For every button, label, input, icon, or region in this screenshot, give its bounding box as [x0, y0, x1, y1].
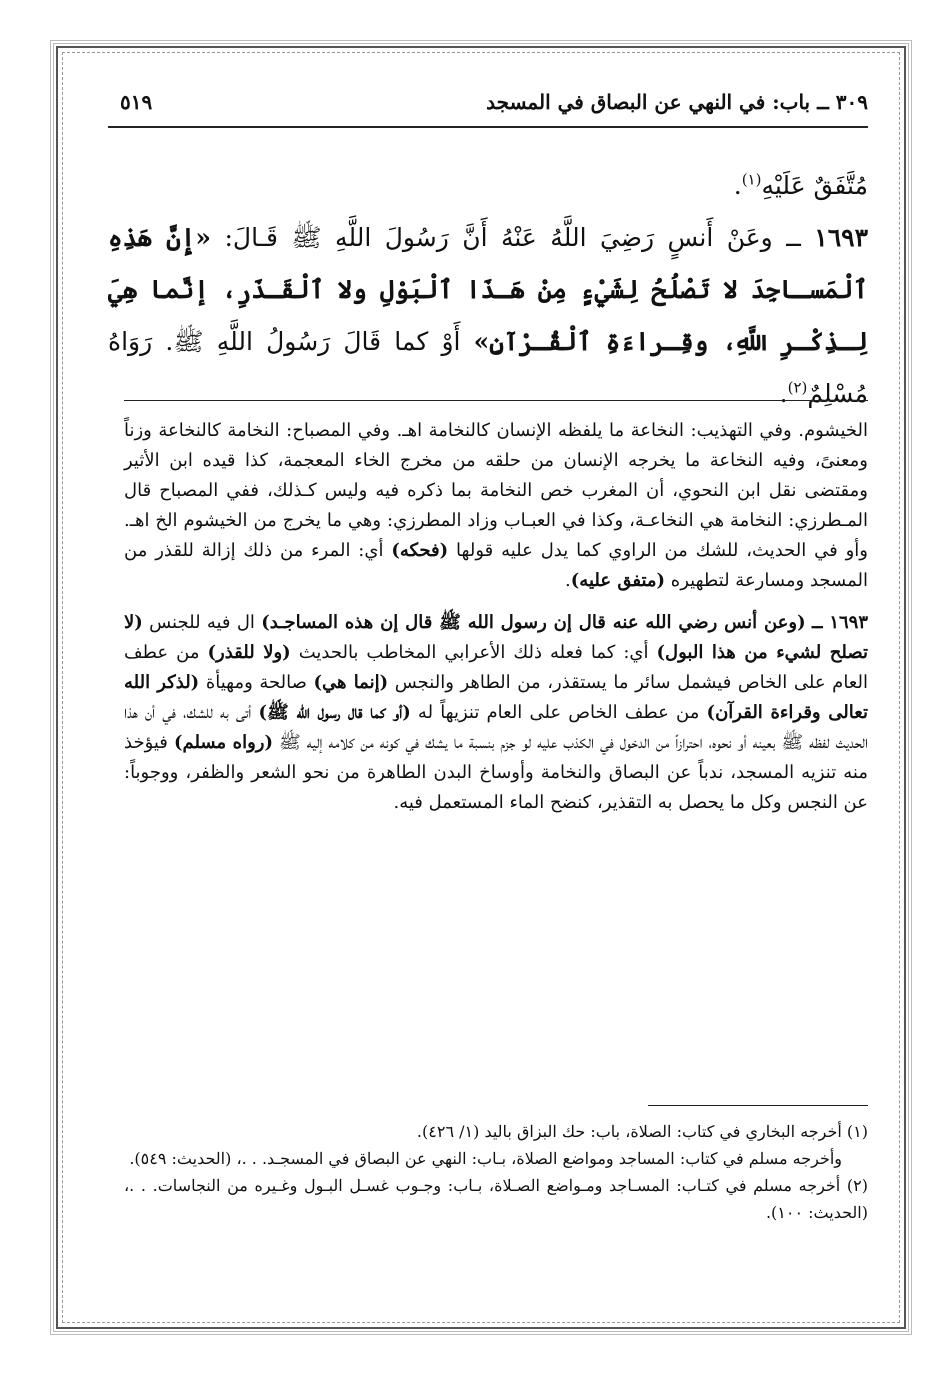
hadith-end: أَوْ كما قَالَ رَسُولُ اللَّهِ ﷺ. رَوَاهُ مُسْلِمٌ	[108, 327, 868, 408]
hadith-end-dot: .	[779, 379, 788, 408]
commentary-bold: (أو كما قال رسول الله ﷺ)	[258, 702, 411, 723]
commentary-bold: (لذكر الله تعالى وقراءة القرآن)	[124, 672, 868, 723]
footnote-ref-1: (١)	[741, 170, 762, 189]
hadith-paragraph	[108, 212, 868, 420]
commentary-bold: (إنما هي)	[313, 672, 389, 693]
commentary-bold: (لا تصلح لشيء من هذا البول)	[124, 612, 868, 663]
commentary-separator	[124, 400, 868, 401]
commentary-bold: (ولا للقذر)	[207, 642, 291, 663]
hadith-number: ١٦٩٣	[814, 223, 868, 252]
agreed-upon-text: مُتَّفَقٌ عَلَيْهِ	[761, 171, 868, 200]
page-number: ٥١٩	[120, 90, 153, 114]
main-line-1	[108, 160, 868, 212]
running-header	[108, 86, 868, 128]
line-end: .	[733, 171, 742, 200]
commentary-text: من عطف الخاص على العام تنزيهاً له	[417, 702, 700, 723]
commentary-text: صالحة ومهيأة	[205, 672, 307, 693]
footnotes-block	[124, 1118, 868, 1226]
commentary-bold: (فحكه)	[391, 540, 449, 561]
commentary-block	[124, 416, 868, 830]
commentary-paragraph-1	[124, 416, 868, 596]
hadith-quote: «إِنَّ هَذِهِ ٱلْمَسـاجِدَ لا تَصْلُحُ لِشَيْءٍ مِنْ هَـذَا ٱلْبَوْلِ ولا ٱلْقَـذَرِ، إنَّما هِيَ لِـذِكْـرِ اللَّهِ، وقِـراءَةِ ٱلْقُـرْآنِ»	[108, 223, 868, 356]
commentary-text: فيؤخذ منه تنزيه المسجد، ندباً عن البصاق والنخامة وأوساخ البدن الطاهرة من نحو الشعر والظفر، ووجوباً: عن النجس وكل ما يحصل به التقذير، كنضح الماء المستعمل فيه.	[124, 732, 868, 813]
commentary-paragraph-2	[124, 608, 868, 818]
commentary-text: .	[565, 570, 571, 591]
chapter-title: ٣٠٩ ــ باب: في النهي عن البصاق في المسجد	[486, 90, 868, 114]
hadith-main-text	[108, 160, 868, 420]
commentary-text: ال فيه للجنس	[149, 612, 255, 633]
footnote-separator	[648, 1105, 868, 1106]
commentary-text: أتى به للشك، في أن هذا الحديث لفظه ﷺ بعينه أو نحوه، احترازاً من الدخول في الكذب عليه لو جزم بنسبة ما يشك في كونه من كلامه إليه ﷺ	[124, 702, 868, 753]
commentary-hadith-number: ١٦٩٣ ــ	[811, 612, 868, 633]
footnote-1-continued: وأخرجه مسلم في كتاب: المساجد ومواضع الصلاة، بـاب: النهي عن البصاق في المسجـد. . .، (الحديث: ٥٤٩).	[129, 1149, 842, 1168]
footnote-2: (٢) أخرجه مسلم في كتـاب: المسـاجد ومـواضع الصـلاة، بـاب: وجـوب غسـل البـول وغـيره من النجاسات. . .، (الحديث: ١٠٠).	[124, 1176, 868, 1222]
hadith-intro: ــ وعَنْ أَنسٍ رَضِيَ اللَّهُ عَنْهُ أَنَّ رَسُولَ اللَّهِ ﷺ قَـالَ:	[224, 223, 801, 252]
commentary-text: أي: المرء من ذلك إزالة للقذر من المسجد ومسارعة لتطهيره	[124, 540, 868, 591]
footnote-ref-2: (٢)	[787, 378, 808, 397]
commentary-bold: (وعن أنس رضي الله عنه قال إن رسول الله ﷺ قال إن هذه المساجـد)	[261, 612, 806, 633]
commentary-text: أي: كما فعله ذلك الأعرابي المخاطب بالحديث	[298, 642, 649, 663]
commentary-bold: (متفق عليه)	[570, 570, 666, 591]
commentary-text: من عطف العام على الخاص فيشمل سائر ما يستقذر، من الطاهر والنجس	[124, 642, 868, 693]
footnote-1: (١) أخرجه البخاري في كتاب: الصلاة، باب: حك البزاق باليد (١/ ٤٢٦).	[416, 1122, 868, 1141]
commentary-text: الخيشوم. وفي التهذيب: النخاعة ما يلفظه الإنسان كالنخامة اهـ. وفي المصباح: النخامة كالنخاعة وزناً ومعنىً، وفيه النخاعة ما يخرجه الإنسان من حلقه من مخرج الخاء المعجمة، كذا قيده ابن الأثير ومقتضى نقل ابن النحوي، أن المغرب خص النخامة بما ذكره فيه وليس كـذلك، ففي المصباح قال المـطرزي: النخامة هي النخاعـة، وكذا في العبـاب وزاد المطرزي: وهي ما يخرج من الخيشوم الخ اهـ. وأو في الحديث، للشك من الراوي كما يدل عليه قولها	[124, 420, 868, 561]
commentary-bold: (رواه مسلم)	[173, 732, 274, 753]
